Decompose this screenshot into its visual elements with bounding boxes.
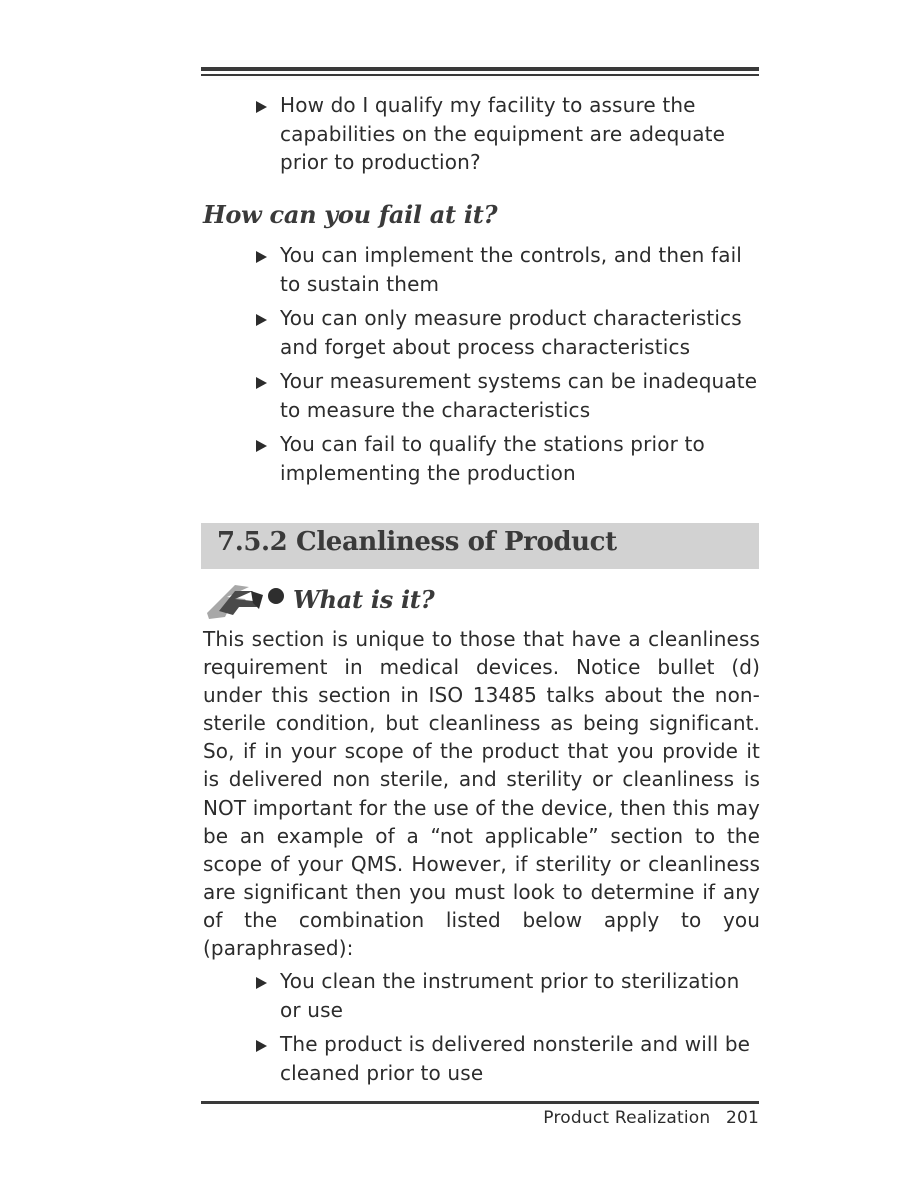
bullet-text: You can fail to qualify the stations prior to implementing the production [280,432,705,485]
bullet-text: Your measurement systems can be inadequate to measure the characteristics [280,369,758,422]
bullet-text: You can implement the controls, and then fail to sustain them [280,243,743,296]
what-is-it-heading: What is it? [293,585,435,614]
triangle-bullet-icon [256,314,267,326]
bullet-text: You clean the instrument prior to sterilization or use [280,969,740,1022]
page-footer [543,1108,759,1128]
triangle-bullet-icon [256,977,267,989]
bottom-rule [201,1101,759,1104]
page-number: 201 [725,1108,759,1128]
triangle-bullet-icon [256,377,267,389]
list-item [256,241,766,298]
section-header-bar [201,523,759,569]
intro-bullet-list [256,91,766,183]
list-item [256,967,766,1024]
list-item [256,91,766,177]
list-item [256,367,766,424]
triangle-bullet-icon [256,101,267,113]
top-rule [201,67,759,71]
triangle-bullet-icon [256,1040,267,1052]
chapter-name: Product Realization [543,1108,711,1128]
cleanliness-bullet-list [256,967,766,1093]
bullet-text: You can only measure product characteristics and forget about process characteristics [280,306,742,359]
list-item [256,1030,766,1087]
fail-heading: How can you fail at it? [203,200,498,229]
list-item [256,304,766,361]
triangle-bullet-icon [256,251,267,263]
section-paragraph: This section is unique to those that have a cleanliness requirement in medical devices. Notice bullet (d) under this section in ISO 13485 talks about the non-sterile condition, but cleanliness as being significant. So, if in your scope of the product that you provide it is delivered non sterile, and sterility or cleanliness is NOT important for the use of the device, then this may be an example of a “not applicable” section to the scope of your QMS. However, if sterility or cleanliness are significant then you must look to determine if any of the combination listed below apply to you (paraphrased): [203,627,760,961]
section-title: 7.5.2 Cleanliness of Product [217,527,617,557]
runner-icon [205,583,287,621]
fail-bullet-list [256,241,766,493]
bullet-text: The product is delivered nonsterile and will be cleaned prior to use [280,1032,751,1085]
list-item [256,430,766,487]
bullet-text: How do I qualify my facility to assure the capabilities on the equipment are adequate prior to production? [280,93,726,174]
triangle-bullet-icon [256,440,267,452]
top-rule-thin [201,74,759,76]
